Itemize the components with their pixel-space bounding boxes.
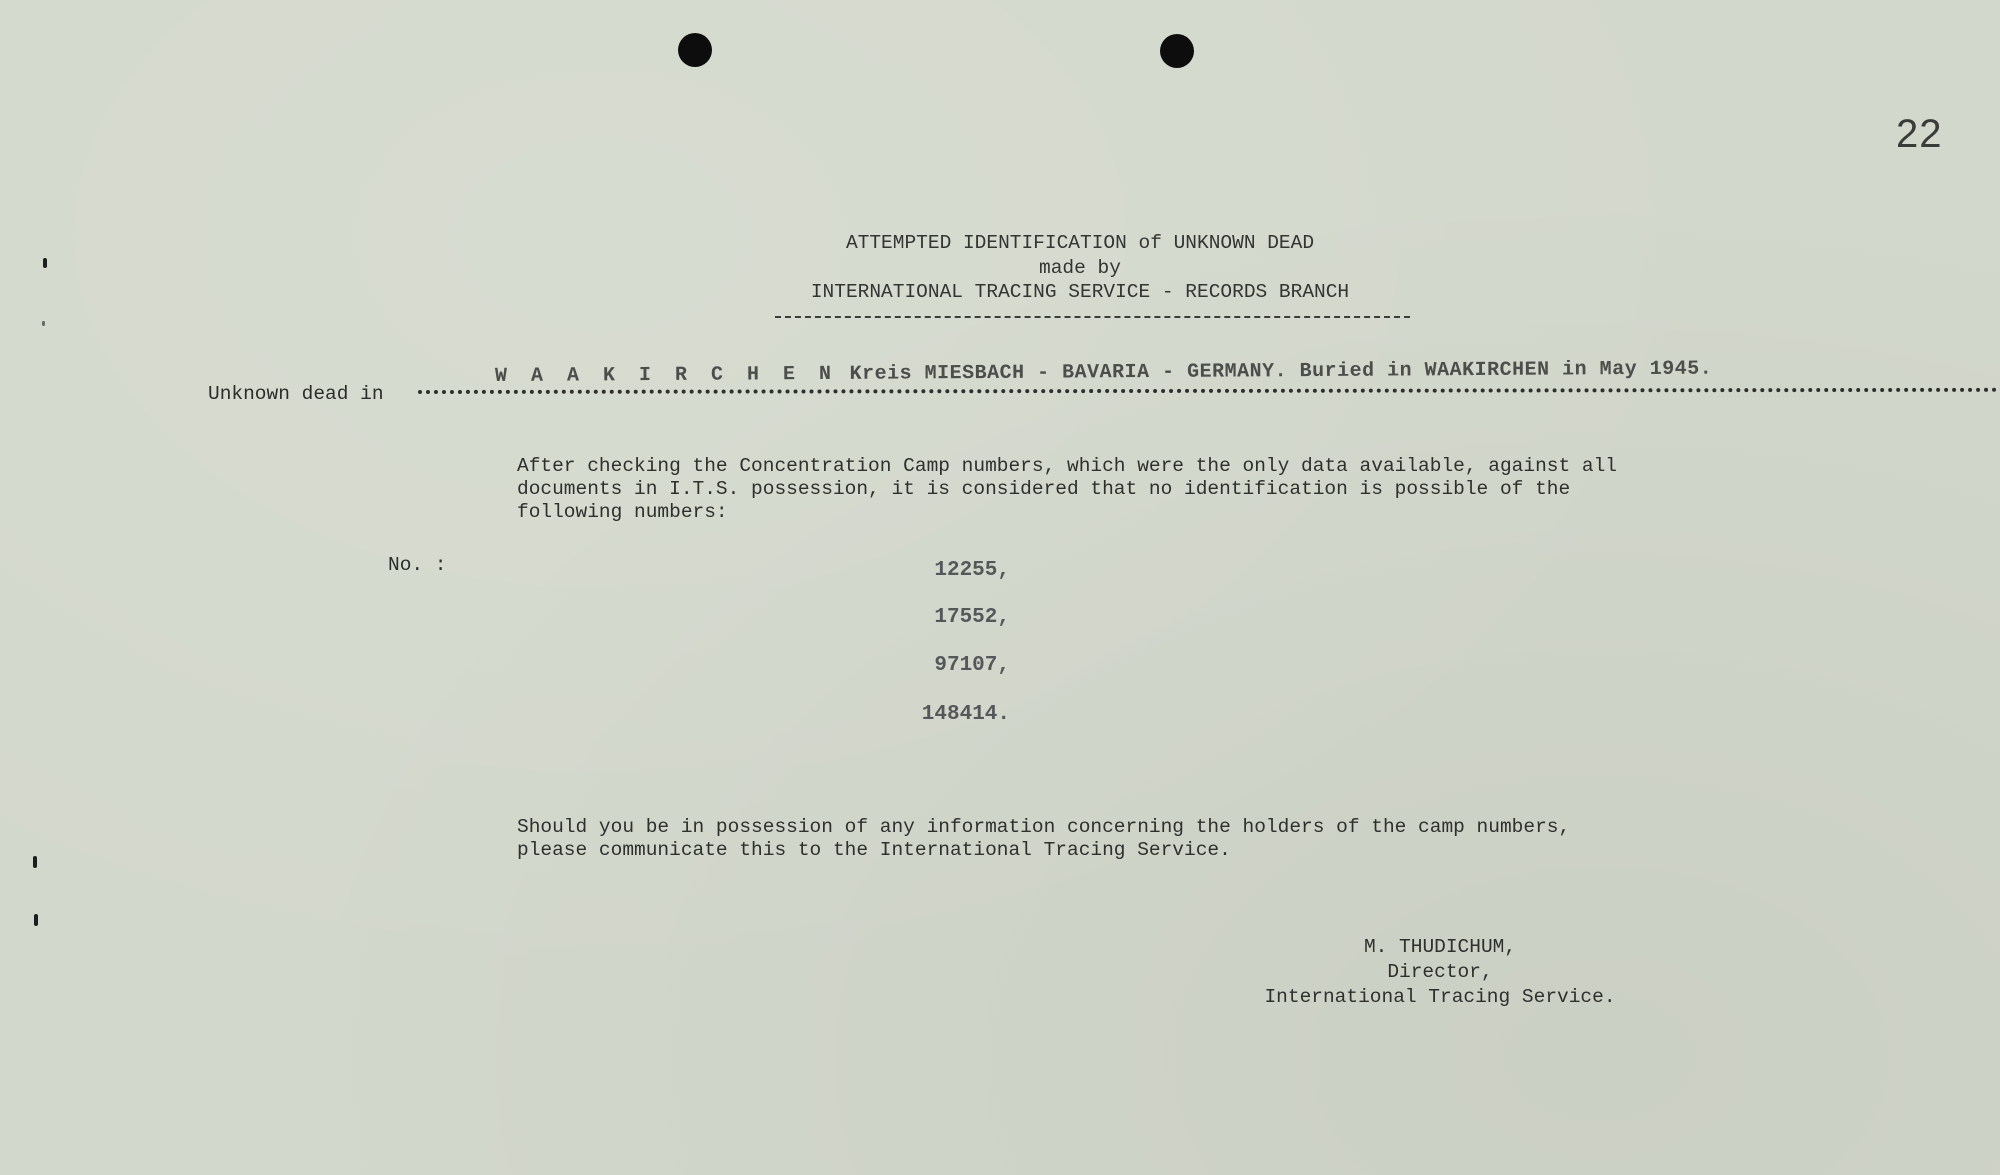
dotted-leader-line <box>418 388 1998 394</box>
location-town: W A A K I R C H E N <box>494 362 838 388</box>
heading-made-by: made by <box>1039 257 1121 279</box>
heading-underline <box>775 316 1410 318</box>
unknown-dead-label: Unknown dead in <box>208 383 384 405</box>
numbers-label: No. : <box>388 554 447 576</box>
heading-title: ATTEMPTED IDENTIFICATION of UNKNOWN DEAD <box>845 232 1315 254</box>
signatory-name: M. THUDICHUM, <box>1363 936 1517 958</box>
closing-paragraph <box>517 816 1757 862</box>
camp-number: 97107, <box>934 654 1010 677</box>
closing-line: Should you be in possession of any information concerning the holders of the camp numbers, <box>517 816 1571 838</box>
page-number: 22 <box>1896 112 1943 156</box>
camp-number: 148414. <box>921 703 1010 726</box>
closing-line: please communicate this to the International Tracing Service. <box>517 839 1231 861</box>
margin-mark <box>42 321 45 326</box>
camp-number: 12255, <box>934 559 1010 582</box>
location-details: Kreis MIESBACH - BAVARIA - GERMANY. Buried in WAAKIRCHEN in May 1945. <box>849 357 1713 386</box>
punch-hole-right <box>1160 34 1194 68</box>
intro-line: documents in I.T.S. possession, it is considered that no identification is possible of the <box>517 478 1571 500</box>
intro-line: following numbers: <box>517 501 728 523</box>
heading-organization: INTERNATIONAL TRACING SERVICE - RECORDS BRANCH <box>810 281 1350 303</box>
signature-block <box>1240 935 1640 1010</box>
punch-hole-left <box>678 33 712 67</box>
margin-mark <box>43 258 47 268</box>
margin-mark <box>33 856 37 868</box>
signatory-organization: International Tracing Service. <box>1264 986 1616 1008</box>
margin-mark <box>34 914 38 926</box>
location-entry <box>495 358 1712 388</box>
intro-paragraph <box>517 455 1757 524</box>
camp-number: 17552, <box>934 606 1010 629</box>
intro-line: After checking the Concentration Camp numbers, which were the only data available, against all <box>517 455 1617 477</box>
signatory-title: Director, <box>1387 961 1493 983</box>
